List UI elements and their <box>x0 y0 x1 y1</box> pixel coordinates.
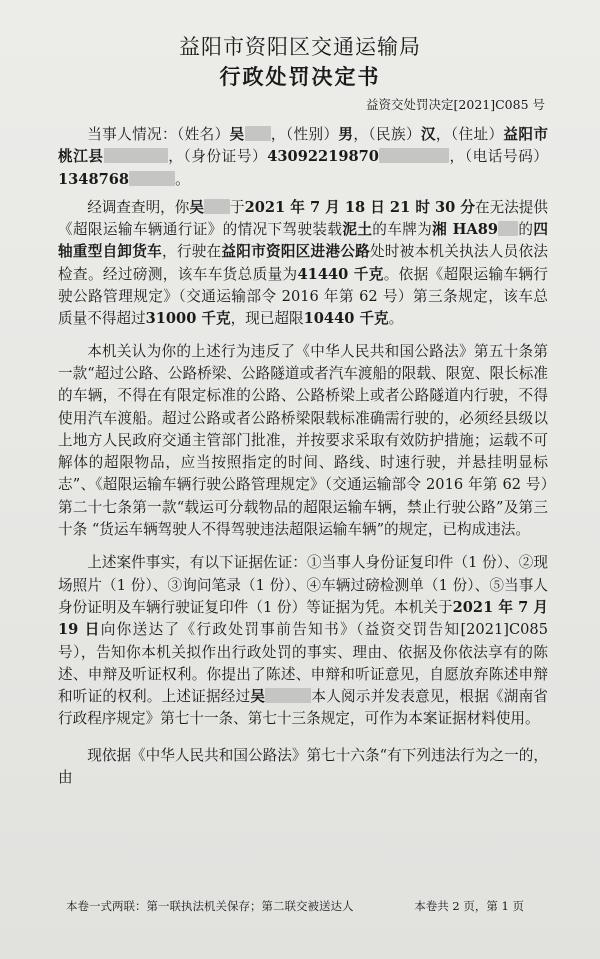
redaction-block <box>104 148 168 163</box>
redaction-block <box>129 171 175 186</box>
punctuation: 。 <box>175 170 190 188</box>
party-name: 吴 <box>229 126 245 143</box>
redaction-block <box>204 199 230 214</box>
violation-datetime: 2021 年 7 月 18 日 21 时 30 分 <box>244 198 475 216</box>
overweight-amount: 10440 千克 <box>303 310 389 328</box>
weight-limit: 31000 千克 <box>145 310 231 328</box>
evidence-text: 本人阅示并发表意见，根据《湖南省行政程序规定》第七十一条、第七十三条规定，可作为本案证据材料使用。 <box>58 688 548 728</box>
evidence-text: 向你送达了《行政处罚事前告知书》（益资交罚告知[2021]C085 号），告知你本机关拟作出行政处罚的事实、理由、依据及你依法享有的陈述、申辩及听证权利。你提出了陈述、申辩和听证意见，自愿放弃陈述申辩和听证的权利。上述证据经过 <box>58 621 548 706</box>
party-info-paragraph <box>58 124 548 191</box>
license-plate: 湘 HA89 <box>432 221 499 239</box>
cargo-type: 泥土 <box>342 221 373 239</box>
party-name: 吴 <box>189 198 204 216</box>
footer-copies-note: 本卷一式两联：第一联执法机关保存；第二联交被送达人 <box>66 899 354 913</box>
redaction-block <box>498 221 518 236</box>
law-violation-paragraph: 本机关认为你的上述行为违反了《中华人民共和国公路法》第五十条第一款“超过公路、公路桥梁、公路隧道或者汽车渡船的限载、限宽、限长标准的车辆，不得在有限定标准的公路、公路桥梁上或者公路隧道内行驶，不得使用汽车渡船。超过公路或者公路桥梁限载标准确需行驶的，必须经县级以上地方人民政府交通主管部门批准，并按要求采取有效防护措施；运载不可解体的超限物品，应当按照指定的时间、路线、时速行驶，并悬挂明显标志”、《超限运输车辆行驶公路管理规定》（交通运输部令 2016 年第 62 号）第二十七条第一款“载运可分载物品的超限运输车辆，禁止行驶公路”及第三十条 “货运车辆驾驶人不得驾驶违法超限运输车辆”的规定，已构成违法。 <box>58 342 548 539</box>
gender-label: ，（性别） <box>270 126 339 143</box>
document-number: 益资交处罚决定[2021]C085 号 <box>366 97 545 112</box>
vehicle-type: 四轴重型自卸货车 <box>58 221 548 261</box>
redaction-block <box>265 688 311 703</box>
agency-title: 益阳市资阳区交通运输局 <box>179 35 421 59</box>
address-label: ，（住址） <box>435 126 504 143</box>
facts-text: 。依据《超限运输车辆行驶公路管理规定》（交通运输部令 2016 年第 62 号）第三条规定，该车总质量不得超过 <box>58 265 548 328</box>
party-name: 吴 <box>250 688 266 706</box>
party-ethnicity: 汉 <box>420 126 436 143</box>
decision-paragraph: 现依据《中华人民共和国公路法》第七十六条“有下列违法行为之一的，由 <box>58 746 548 787</box>
facts-text: 的车牌为 <box>372 221 433 239</box>
party-address: 益阳市桃江县 <box>58 126 548 166</box>
redaction-block <box>379 148 449 163</box>
facts-text: ，现已超限 <box>230 310 304 328</box>
facts-paragraph <box>58 197 548 331</box>
evidence-paragraph <box>58 552 548 730</box>
total-weight: 41440 千克 <box>297 265 384 283</box>
party-phone-number: 1348768 <box>58 170 130 188</box>
phone-label: ，（电话号码） <box>448 148 549 166</box>
facts-text: 的 <box>518 221 534 239</box>
facts-text: 在无法提供《超限运输车辆通行证》的情况下驾驶装载 <box>58 198 548 239</box>
party-label: 当事人情况：（姓名） <box>87 126 230 143</box>
violation-location: 益阳市资阳区进港公路 <box>221 243 370 261</box>
facts-text: 处时被本机关执法人员依法检查。经过磅测，该车车货总质量为 <box>58 243 548 283</box>
notice-date: 2021 年 7 月 19 日 <box>58 598 548 639</box>
party-gender: 男 <box>338 126 354 143</box>
document-body <box>58 124 548 789</box>
facts-text: 于 <box>229 198 245 216</box>
footer-page-number: 本卷共 2 页，第 1 页 <box>414 899 524 913</box>
party-id-number: 43092219870 <box>267 148 379 166</box>
ethnic-label: ，（民族） <box>353 126 421 143</box>
redaction-block <box>245 126 271 141</box>
evidence-text: 上述案件事实，有以下证据佐证：①当事人身份证复印件（1 份）、②现场照片（1 份）、③询问笔录（1 份）、④车辆过磅检测单（1 份）、⑤当事人身份证明及车辆行驶证复印件（1 份）等证据为凭。本机关于 <box>58 554 548 616</box>
punctuation: 。 <box>388 310 404 328</box>
facts-text: 经调查查明，你 <box>87 198 190 216</box>
facts-text: ，行驶在 <box>161 243 222 261</box>
id-label: ，（身份证号） <box>167 148 268 166</box>
document-type-title: 行政处罚决定书 <box>219 64 381 89</box>
